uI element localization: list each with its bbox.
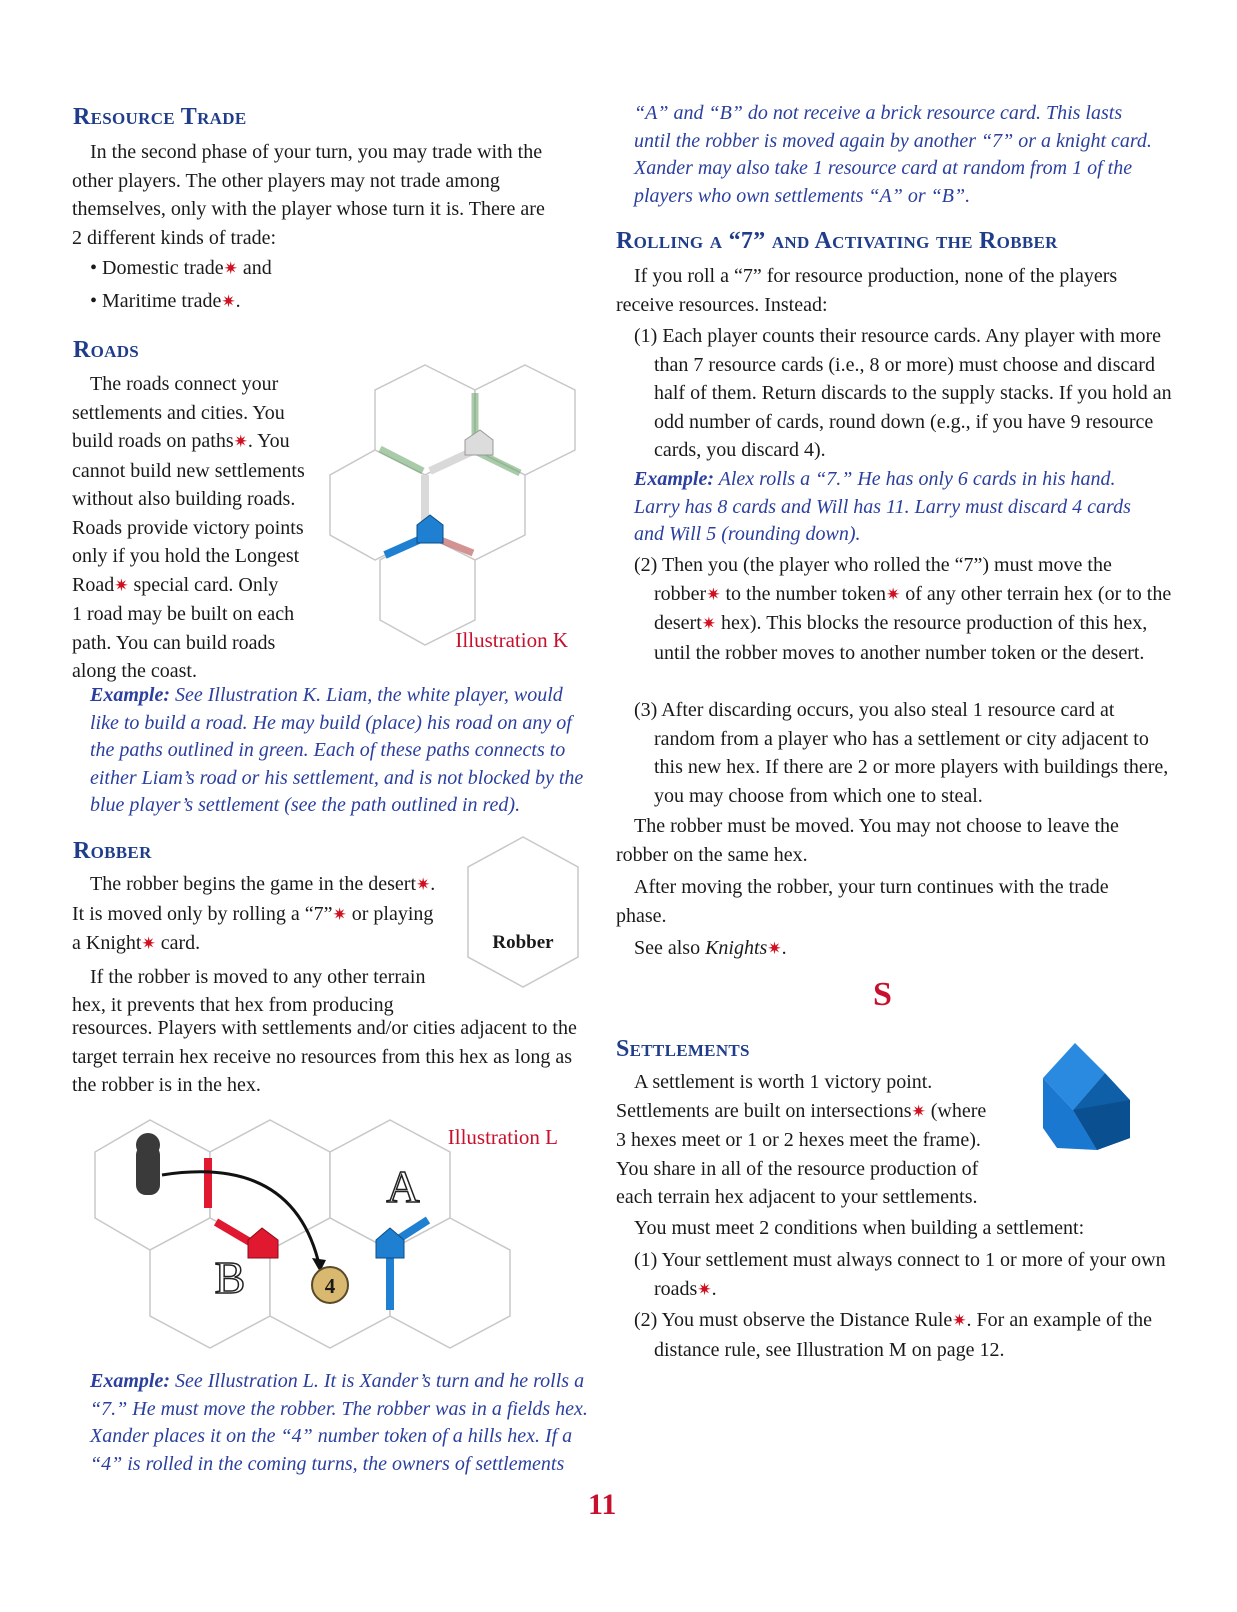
robber-must-move: The robber must be moved. You may not choose to leave the robber on the same hex. — [616, 815, 1119, 866]
trade-type-list — [72, 252, 272, 318]
settlement-piece-icon — [1035, 1038, 1135, 1153]
settlement-a-label: A — [386, 1161, 420, 1212]
condition-2: (2) You must observe the Distance Rule✷. For an example of the distance rule, see Illustration M on page 12. — [634, 1309, 1153, 1361]
glossary-star-icon: ✷ — [767, 939, 782, 958]
glossary-star-icon: ✷ — [332, 904, 347, 924]
see-also: See also Knights✷. — [634, 937, 787, 959]
rolling-seven-heading: Rolling a “7” and Activating the Robber — [616, 228, 1058, 254]
illustration-k — [325, 355, 585, 675]
illustration-l — [90, 1110, 570, 1380]
trade-type-item: • Maritime trade✷. — [90, 290, 241, 312]
glossary-star-icon: ✷ — [221, 292, 236, 311]
number-token-label: 4 — [324, 1274, 336, 1298]
continued-example: “A” and “B” do not receive a brick resource card. This lasts until the robber is moved again by another “7” or a knight card. Xander may also take 1 resource card at random from 1 of the players who own settlements “A” or “B”. — [634, 102, 1152, 207]
after-moving: After moving the robber, your turn continues with the trade phase. — [616, 876, 1109, 927]
robber-heading: Robber — [73, 838, 152, 864]
illustration-l-caption: Illustration L — [447, 1125, 558, 1149]
trade-type-item: • Domestic trade✷ and — [90, 257, 272, 279]
settlements-text: A settlement is worth 1 victory point. Settlements are built on intersections✷ (where 3 hexes meet or 1 or 2 hexes meet the frame). You share in all of the resource production of each terrain hex adjacent to your settlements. — [616, 1071, 987, 1208]
glossary-star-icon: ✷ — [114, 575, 129, 595]
glossary-star-icon: ✷ — [911, 1101, 926, 1121]
glossary-star-icon: ✷ — [701, 614, 717, 633]
step-2: (2) Then you (the player who rolled the “7”) must move the robber✷ to the number token✷ of any other terrain hex (or to the desert✷ hex). This blocks the resource production of this hex, until the robber moves to another number token or the desert. — [634, 554, 1172, 664]
rolling-intro: If you roll a “7” for resource production, none of the players receive resources. Instead: — [616, 265, 1118, 316]
glossary-star-icon: ✷ — [885, 584, 901, 604]
step-3: (3) After discarding occurs, you also steal 1 resource card at random from a player who has a settlement or city adjacent to this new hex. If there are 2 or more players with buildings there, you may choose from which one to steal. — [634, 699, 1169, 807]
glossary-star-icon: ✷ — [223, 259, 238, 278]
robber-text-1: The robber begins the game in the desert✷. It is moved only by rolling a “7”✷ or playing a Knight✷ card. If the robber is moved to any other terrain hex, it prevents that hex from producing — [72, 873, 436, 1016]
resource-trade-text: In the second phase of your turn, you may trade with the other players. The other players may not trade among themselves, only with the player whose turn it is. There are 2 different kinds of trade: — [72, 141, 545, 249]
robber-example: Example: See Illustration L. It is Xander’s turn and he rolls a “7.” He must move the robber. The robber was in a fields hex. Xander places it on the “4” number token of a hills hex. If a “4” is rolled in the coming turns, the owners of settlements — [90, 1370, 588, 1475]
section-letter: S — [873, 976, 892, 1013]
discard-example: Example: Alex rolls a “7.” He has only 6 cards in his hand. Larry has 8 cards and Will has 11. Larry must discard 4 cards and Will 5 (rounding down). — [634, 468, 1131, 545]
glossary-star-icon: ✷ — [706, 584, 721, 604]
robber-hex-label: Robber — [492, 932, 554, 953]
glossary-star-icon: ✷ — [416, 875, 431, 894]
glossary-star-icon: ✷ — [141, 934, 156, 953]
glossary-star-icon: ✷ — [697, 1279, 712, 1299]
settlements-heading: Settlements — [616, 1036, 750, 1062]
conditions-intro: You must meet 2 conditions when building a settlement: — [634, 1217, 1085, 1239]
roads-text: The roads connect your settlements and cities. You build roads on paths✷. You cannot build new settlements without also building roads. Roads provide victory points only if you hold the Longest Road✷ special card. Only 1 road may be built on each path. You can build roads along the coast. — [72, 373, 305, 682]
glossary-star-icon: ✷ — [233, 432, 248, 451]
roads-heading: Roads — [73, 337, 140, 363]
step-1: (1) Each player counts their resource cards. Any player with more than 7 resource cards (i.e., 8 or more) must choose and discard half of them. Return discards to the supply stacks. If you hold an odd number of cards, round down (e.g., if you have 9 resource cards, you discard 4). — [634, 325, 1172, 461]
illustration-k-caption: Illustration K — [455, 628, 568, 652]
robber-text-2: resources. Players with settlements and/or cities adjacent to the target terrain hex receive no resources from this hex as long as the robber is in the hex. — [72, 1017, 577, 1096]
page-number: 11 — [588, 1488, 617, 1521]
roads-example: Example: See Illustration K. Liam, the white player, would like to build a road. He may build (place) his road on any of the paths outlined in green. Each of these paths connects to either Liam’s road or his settlement, and is not blocked by the blue player’s settlement (see the path outlined in red). — [90, 684, 584, 816]
condition-1: (1) Your settlement must always connect to 1 or more of your own roads✷. — [634, 1249, 1166, 1300]
glossary-star-icon: ✷ — [952, 1311, 967, 1330]
settlement-b-label: B — [214, 1252, 246, 1303]
resource-trade-heading: Resource Trade — [73, 104, 247, 130]
robber-hex — [463, 832, 583, 992]
